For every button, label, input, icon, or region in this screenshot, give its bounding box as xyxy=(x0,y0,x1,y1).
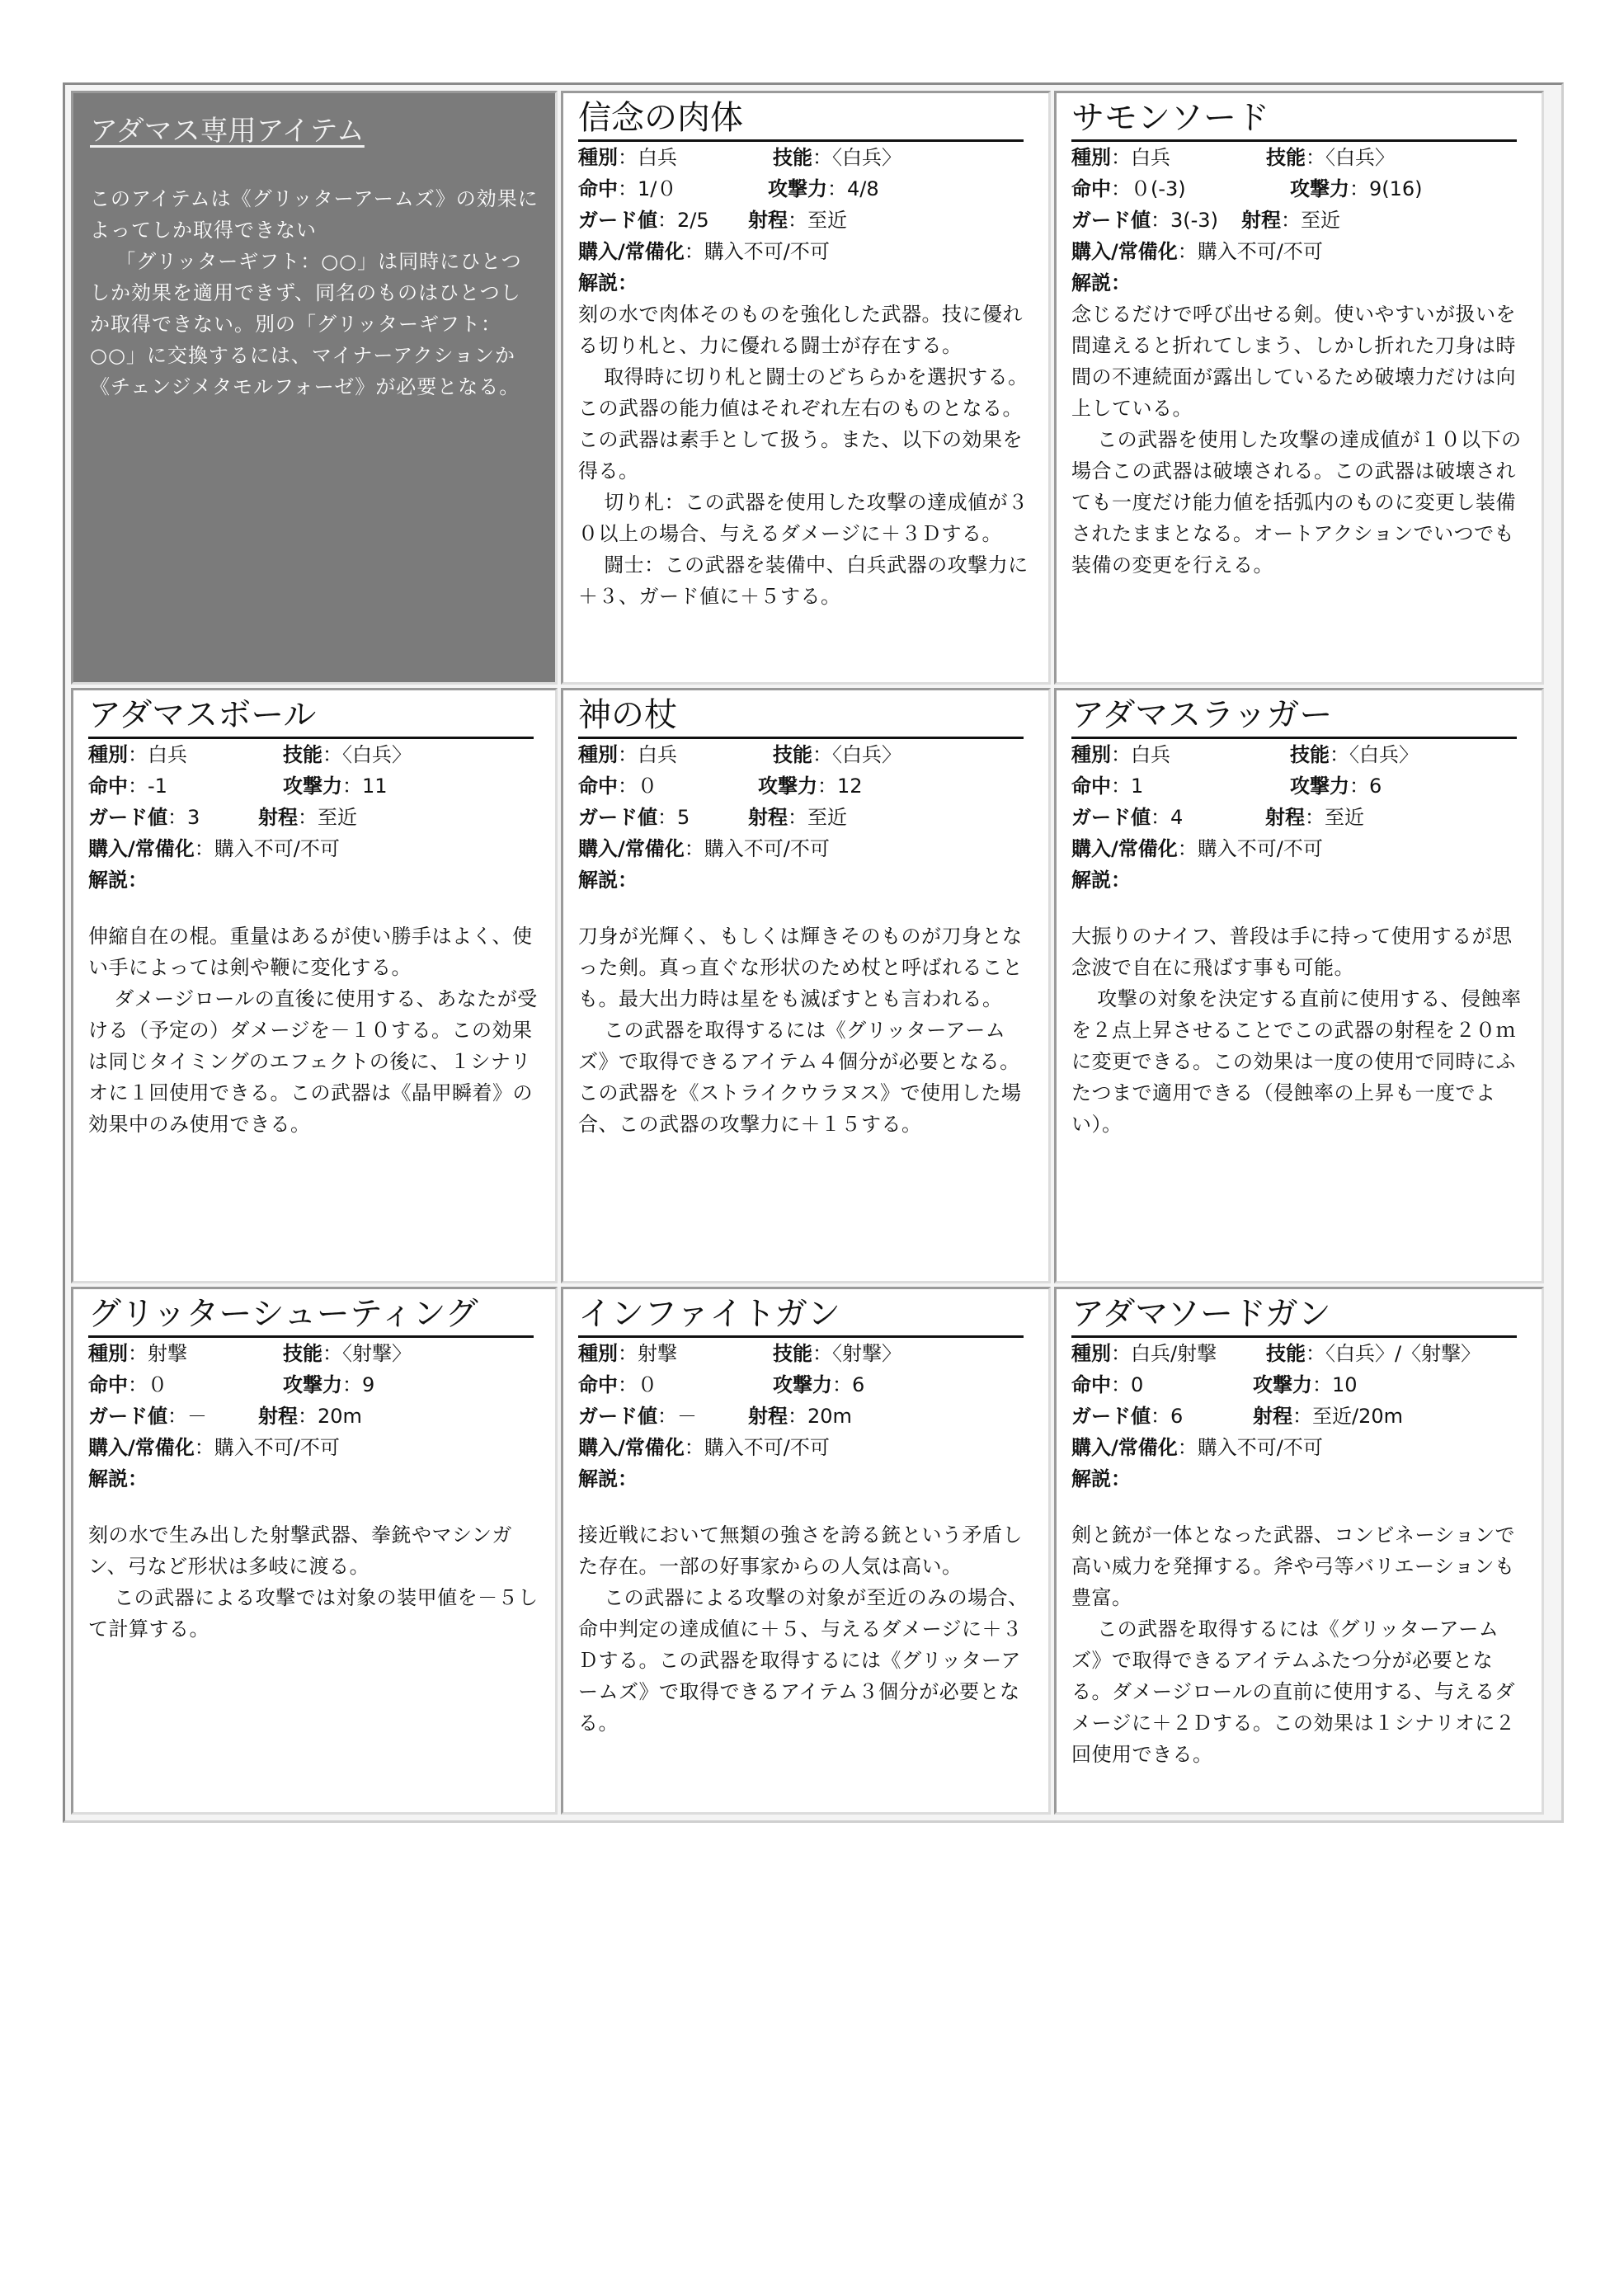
stat-row xyxy=(1071,739,1527,770)
card-title: アダマスラッガー xyxy=(1071,694,1517,739)
stat-label: 攻撃力 xyxy=(1290,775,1349,798)
description-paragraph: 伸縮自在の棍。重量はあるが使い勝手はよく、使い手によっては剣や鞭に変化する。 xyxy=(88,925,533,979)
stat-label: 命中 xyxy=(578,1373,618,1396)
stat-label: 種別 xyxy=(578,1342,618,1365)
stat-value: 〈射撃〉 xyxy=(832,1342,901,1365)
explanation-label: 解説： xyxy=(88,1467,148,1490)
stat-label: ガード値 xyxy=(88,1405,167,1428)
stat-label: 攻撃力 xyxy=(1253,1373,1312,1396)
stat-row xyxy=(578,205,1033,236)
stat-label: 技能 xyxy=(773,743,812,766)
stat-value: 1 xyxy=(1131,775,1144,798)
intro-panel xyxy=(71,91,558,685)
stat-pair xyxy=(768,173,879,205)
stat-value: 購入不可/不可 xyxy=(214,1436,340,1459)
stat-label: 射程 xyxy=(748,1405,788,1428)
stat-label: 命中 xyxy=(88,1373,128,1396)
stat-value: 〈白兵〉 xyxy=(1325,146,1395,169)
stat-value: 白兵/射撃 xyxy=(1131,1342,1217,1365)
stat-sep: ： xyxy=(1111,146,1131,169)
intro-paragraph: 「グリッターギフト：○○」は同時にひとつしか効果を適用できず、同名のものはひとつしか取得できない。別の「グリッターギフト：○○」に交換するには、マイナーアクションか《チェンジメタモルフォーゼ》が必要となる。 xyxy=(90,250,522,398)
stat-sep: ： xyxy=(684,1436,704,1459)
stat-value: 〈射撃〉 xyxy=(342,1342,412,1365)
card-title: サモンソード xyxy=(1071,97,1517,142)
weapon-card xyxy=(561,91,1051,685)
stat-sep: ： xyxy=(322,743,342,766)
stat-row xyxy=(1071,1338,1527,1369)
stat-row xyxy=(578,802,1033,833)
stat-value: 購入不可/不可 xyxy=(704,240,830,263)
stat-row xyxy=(578,1369,1033,1401)
stat-pair xyxy=(283,1369,374,1401)
stat-sep: ： xyxy=(1111,743,1131,766)
stat-pair xyxy=(1290,173,1423,205)
intro-heading: アダマス専用アイテム xyxy=(90,115,365,148)
stat-value: 〈白兵〉 xyxy=(342,743,412,766)
stat-sep: ： xyxy=(1151,1405,1170,1428)
stat-sep: ： xyxy=(1306,146,1325,169)
stat-row xyxy=(578,1432,1033,1463)
description-paragraph: 刻の水で肉体そのものを強化した武器。技に優れる切り札と、力に優れる闘士が存在する。 xyxy=(578,303,1023,357)
stat-row xyxy=(1071,1369,1527,1401)
stat-label: ガード値 xyxy=(1071,209,1151,232)
stat-label: 購入/常備化 xyxy=(578,837,685,860)
stat-sep: ： xyxy=(618,743,638,766)
stat-pair xyxy=(1241,205,1340,236)
stat-row xyxy=(88,802,540,833)
stat-value: 購入不可/不可 xyxy=(1197,240,1323,263)
weapon-card xyxy=(1054,688,1544,1283)
stat-row xyxy=(578,142,1033,173)
stat-value: 4 xyxy=(1170,806,1184,829)
stat-label: 種別 xyxy=(1071,146,1111,169)
stat-pair xyxy=(748,802,847,833)
stat-label: 種別 xyxy=(88,1342,128,1365)
stat-sep: ： xyxy=(618,1373,638,1396)
stat-sep: ： xyxy=(812,146,832,169)
stat-value: 20m xyxy=(318,1405,362,1428)
stat-pair xyxy=(258,1401,362,1432)
description-paragraph: この武器を取得するには《グリッターアームズ》で取得できるアイテムふたつ分が必要となる。ダメージロールの直前に使用する、与えるダメージに＋２Ｄする。この効果は１シナリオに２回使用できる。 xyxy=(1071,1617,1516,1766)
stat-row xyxy=(1071,833,1527,864)
stat-label: 射程 xyxy=(1241,209,1281,232)
stat-value: ０(-3) xyxy=(1131,177,1186,200)
stat-label: 技能 xyxy=(1290,743,1330,766)
stat-label: 技能 xyxy=(1266,146,1306,169)
stat-value: － xyxy=(677,1405,697,1428)
stat-sep: ： xyxy=(1349,775,1369,798)
stat-value: 購入不可/不可 xyxy=(214,837,340,860)
stat-label: 攻撃力 xyxy=(283,1373,342,1396)
stat-value: 3(-3) xyxy=(1170,209,1218,232)
explanation-label: 解説： xyxy=(1071,271,1131,294)
stat-label: 射程 xyxy=(258,1405,298,1428)
stat-value: 11 xyxy=(362,775,388,798)
description-paragraph: この武器による攻撃では対象の装甲値を－５して計算する。 xyxy=(88,1586,539,1641)
stat-sep: ： xyxy=(167,806,187,829)
stat-label: 購入/常備化 xyxy=(578,1436,685,1459)
stat-pair xyxy=(758,770,863,802)
stat-pair xyxy=(1290,770,1382,802)
stat-label: 技能 xyxy=(283,1342,322,1365)
stat-row xyxy=(88,1369,540,1401)
stat-sep: ： xyxy=(827,177,847,200)
explanation-label: 解説： xyxy=(1071,1467,1131,1490)
stat-value: 購入不可/不可 xyxy=(1197,1436,1323,1459)
stat-label: 技能 xyxy=(773,1342,812,1365)
stat-value: ０ xyxy=(638,1373,657,1396)
stat-value: 6 xyxy=(1369,775,1382,798)
stat-value: 1/０ xyxy=(638,177,677,200)
stat-pair xyxy=(773,739,901,770)
stat-sep: ： xyxy=(1281,209,1301,232)
stat-row xyxy=(88,770,540,802)
stat-label: 種別 xyxy=(1071,1342,1111,1365)
stat-value: 5 xyxy=(677,806,690,829)
description-paragraph: 剣と銃が一体となった武器、コンビネーションで高い威力を発揮する。斧や弓等バリエーションも豊富。 xyxy=(1071,1523,1516,1609)
stat-label: 命中 xyxy=(578,775,618,798)
stat-value: 2/5 xyxy=(677,209,709,232)
description-paragraph: 接近戦において無類の強さを誇る銃という矛盾した存在。一部の好事家からの人気は高い。 xyxy=(578,1523,1023,1578)
stat-label: 技能 xyxy=(283,743,322,766)
stat-label: 種別 xyxy=(88,743,128,766)
stat-sep: ： xyxy=(342,1373,362,1396)
weapon-card xyxy=(1054,91,1544,685)
stat-sep: ： xyxy=(657,209,677,232)
stat-sep: ： xyxy=(342,775,362,798)
stat-label: 種別 xyxy=(578,743,618,766)
stat-sep: ： xyxy=(618,177,638,200)
description-paragraph: 攻撃の対象を決定する直前に使用する、侵蝕率を２点上昇させることでこの武器の射程を２０ｍに変更できる。この効果は一度の使用で同時にふたつまで適用できる（侵蝕率の上昇も一度でよい）。 xyxy=(1071,987,1522,1136)
stat-sep: ： xyxy=(1151,806,1170,829)
stat-row xyxy=(578,1338,1033,1369)
explanation-label: 解説： xyxy=(1071,869,1131,892)
description-paragraph: 刀身が光輝く、もしくは輝きそのものが刀身となった剣。真っ直ぐな形状のため杖と呼ばれることも。最大出力時は星をも滅ぼすとも言われる。 xyxy=(578,925,1023,1010)
stat-sep: ： xyxy=(194,837,214,860)
description-paragraph: 取得時に切り札と闘士のどちらかを選択する。この武器の能力値はそれぞれ左右のものとなる。この武器は素手として扱う。また、以下の効果を得る。 xyxy=(578,365,1029,483)
stat-row xyxy=(1071,1432,1527,1463)
stat-sep: ： xyxy=(684,837,704,860)
stat-pair xyxy=(283,770,388,802)
stat-label: 射程 xyxy=(1265,806,1305,829)
description-paragraph: この武器による攻撃の対象が至近のみの場合、命中判定の達成値に＋５、与えるダメージに＋３Ｄする。この武器を取得するには《グリッターアームズ》で取得できるアイテム３個分が必要となる。 xyxy=(578,1586,1029,1735)
explanation-label: 解説： xyxy=(578,869,638,892)
explanation-label: 解説： xyxy=(578,271,638,294)
stat-label: 命中 xyxy=(1071,775,1111,798)
stat-label: 攻撃力 xyxy=(758,775,817,798)
stat-row xyxy=(88,739,540,770)
stat-sep: ： xyxy=(817,775,837,798)
stat-value: 9 xyxy=(362,1373,375,1396)
stat-label: 命中 xyxy=(578,177,618,200)
stat-sep: ： xyxy=(1177,240,1198,263)
card-title: 信念の肉体 xyxy=(578,97,1024,142)
stat-row xyxy=(578,833,1033,864)
weapon-card xyxy=(561,1287,1051,1815)
stat-sep: ： xyxy=(788,1405,807,1428)
stat-row xyxy=(1071,1401,1527,1432)
stat-sep: ： xyxy=(684,240,704,263)
stat-label: ガード値 xyxy=(578,1405,657,1428)
stat-label: 購入/常備化 xyxy=(1071,1436,1178,1459)
stat-sep: ： xyxy=(298,1405,318,1428)
stat-pair xyxy=(748,1401,852,1432)
stat-value: 購入不可/不可 xyxy=(1197,837,1323,860)
stat-sep: ： xyxy=(1111,177,1131,200)
stat-sep: ： xyxy=(1111,775,1131,798)
stat-label: 命中 xyxy=(1071,177,1111,200)
stat-row xyxy=(88,1338,540,1369)
stat-sep: ： xyxy=(194,1436,214,1459)
stat-pair xyxy=(1265,802,1364,833)
card-title: 神の杖 xyxy=(578,694,1024,739)
stat-row xyxy=(578,236,1033,267)
stat-row xyxy=(578,173,1033,205)
card-title: グリッターシューティング xyxy=(88,1292,534,1338)
stat-label: 購入/常備化 xyxy=(1071,240,1178,263)
stat-value: 〈白兵〉/〈射撃〉 xyxy=(1325,1342,1481,1365)
stat-label: 購入/常備化 xyxy=(1071,837,1178,860)
stat-sep: ： xyxy=(128,775,148,798)
stat-label: 射程 xyxy=(258,806,298,829)
description-paragraph: 刻の水で生み出した射撃武器、拳銃やマシンガン、弓など形状は多岐に渡る。 xyxy=(88,1523,512,1578)
stat-pair xyxy=(1290,739,1419,770)
stat-pair xyxy=(773,142,901,173)
stat-row xyxy=(578,770,1033,802)
weapon-card xyxy=(561,688,1051,1283)
stat-value: 至近 xyxy=(1301,209,1340,232)
stat-sep: ： xyxy=(812,1342,832,1365)
stat-label: ガード値 xyxy=(1071,1405,1151,1428)
stat-value: ０ xyxy=(638,775,657,798)
stat-value: 12 xyxy=(837,775,863,798)
stat-value: 6 xyxy=(1170,1405,1184,1428)
stat-sep: ： xyxy=(128,1373,148,1396)
stat-sep: ： xyxy=(1177,1436,1198,1459)
stat-value: 白兵 xyxy=(638,743,677,766)
stat-value: 4/8 xyxy=(847,177,879,200)
stat-label: 種別 xyxy=(1071,743,1111,766)
stat-sep: ： xyxy=(788,209,807,232)
stat-value: 射撃 xyxy=(638,1342,677,1365)
card-title: アダマスボール xyxy=(88,694,534,739)
item-sheet xyxy=(63,82,1564,1823)
stat-pair xyxy=(1266,1338,1480,1369)
stat-row xyxy=(1071,802,1527,833)
stat-value: -1 xyxy=(148,775,167,798)
stat-row xyxy=(578,739,1033,770)
stat-row xyxy=(1071,205,1527,236)
stat-value: 〈白兵〉 xyxy=(832,146,901,169)
stat-label: 命中 xyxy=(88,775,128,798)
stat-pair xyxy=(283,739,412,770)
stat-sep: ： xyxy=(812,743,832,766)
stat-sep: ： xyxy=(1305,806,1325,829)
stat-row xyxy=(1071,173,1527,205)
stat-sep: ： xyxy=(1151,209,1170,232)
stat-value: 20m xyxy=(807,1405,852,1428)
stat-value: 射撃 xyxy=(148,1342,187,1365)
stat-label: 購入/常備化 xyxy=(88,1436,195,1459)
stat-value: 白兵 xyxy=(638,146,677,169)
description-paragraph: この武器を使用した攻撃の達成値が１０以下の場合この武器は破壊される。この武器は破壊されても一度だけ能力値を括弧内のものに変更し装備されたままとなる。オートアクションでいつでも装備の変更を行える。 xyxy=(1071,428,1522,577)
stat-value: 白兵 xyxy=(148,743,187,766)
stat-row xyxy=(88,833,540,864)
description-paragraph: この武器を取得するには《グリッターアームズ》で取得できるアイテム４個分が必要となる。この武器を《ストライクウラヌス》で使用した場合、この武器の攻撃力に＋１５する。 xyxy=(578,1019,1022,1136)
weapon-card xyxy=(71,1287,558,1815)
stat-value: 至近 xyxy=(318,806,357,829)
stat-value: 3 xyxy=(187,806,200,829)
stat-sep: ： xyxy=(1312,1373,1332,1396)
intro-paragraph: このアイテムは《グリッターアームズ》の効果によってしか取得できない xyxy=(90,187,539,242)
description-paragraph: ダメージロールの直後に使用する、あなたが受ける（予定の）ダメージを－１０する。この効果は同じタイミングのエフェクトの後に、１シナリオに１回使用できる。この武器は《晶甲瞬着》の効果中のみ使用できる。 xyxy=(88,987,538,1136)
stat-value: 〈白兵〉 xyxy=(832,743,901,766)
stat-value: 0 xyxy=(1131,1373,1144,1396)
stat-label: 購入/常備化 xyxy=(88,837,195,860)
stat-sep: ： xyxy=(1306,1342,1325,1365)
stat-sep: ： xyxy=(618,775,638,798)
stat-sep: ： xyxy=(657,806,677,829)
stat-sep: ： xyxy=(1330,743,1349,766)
stat-label: 攻撃力 xyxy=(768,177,827,200)
stat-sep: ： xyxy=(832,1373,852,1396)
stat-sep: ： xyxy=(298,806,318,829)
stat-pair xyxy=(773,1369,864,1401)
stat-pair xyxy=(1266,142,1395,173)
explanation-label: 解説： xyxy=(88,869,148,892)
stat-value: 白兵 xyxy=(1131,146,1170,169)
stat-value: 〈白兵〉 xyxy=(1349,743,1419,766)
stat-value: 購入不可/不可 xyxy=(704,837,830,860)
stat-label: 技能 xyxy=(773,146,812,169)
stat-pair xyxy=(258,802,357,833)
stat-sep: ： xyxy=(1349,177,1369,200)
stat-sep: ： xyxy=(322,1342,342,1365)
stat-value: ０ xyxy=(148,1373,167,1396)
stat-sep: ： xyxy=(1111,1373,1131,1396)
stat-sep: ： xyxy=(167,1405,187,1428)
stat-label: 攻撃力 xyxy=(1290,177,1349,200)
stat-sep: ： xyxy=(618,146,638,169)
stat-value: － xyxy=(187,1405,207,1428)
stat-label: 攻撃力 xyxy=(773,1373,832,1396)
stat-value: 10 xyxy=(1332,1373,1358,1396)
stat-label: 射程 xyxy=(748,806,788,829)
description-paragraph: 切り札：この武器を使用した攻撃の達成値が３０以上の場合、与えるダメージに＋３Ｄする。 xyxy=(578,491,1029,545)
stat-label: 命中 xyxy=(1071,1373,1111,1396)
stat-pair xyxy=(748,205,847,236)
stat-row xyxy=(1071,142,1527,173)
stat-pair xyxy=(1253,1369,1358,1401)
weapon-card xyxy=(71,688,558,1283)
stat-row xyxy=(88,1432,540,1463)
stat-value: 至近 xyxy=(807,806,847,829)
weapon-card xyxy=(1054,1287,1544,1815)
stat-label: 射程 xyxy=(748,209,788,232)
description-paragraph: 闘士：この武器を装備中、白兵武器の攻撃力に＋３、ガード値に＋５する。 xyxy=(578,553,1029,608)
stat-value: 購入不可/不可 xyxy=(704,1436,830,1459)
stat-label: 種別 xyxy=(578,146,618,169)
stat-sep: ： xyxy=(128,1342,148,1365)
description-paragraph: 大振りのナイフ、普段は手に持って使用するが思念波で自在に飛ばす事も可能。 xyxy=(1071,925,1513,979)
stat-pair xyxy=(773,1338,901,1369)
stat-value: 6 xyxy=(852,1373,865,1396)
stat-label: ガード値 xyxy=(578,806,657,829)
card-title: インファイトガン xyxy=(578,1292,1024,1338)
stat-sep: ： xyxy=(1292,1405,1312,1428)
stat-row xyxy=(1071,236,1527,267)
stat-sep: ： xyxy=(1177,837,1198,860)
stat-label: ガード値 xyxy=(1071,806,1151,829)
stat-value: 至近 xyxy=(807,209,847,232)
stat-label: 購入/常備化 xyxy=(578,240,685,263)
stat-pair xyxy=(283,1338,412,1369)
stat-sep: ： xyxy=(788,806,807,829)
stat-label: ガード値 xyxy=(578,209,657,232)
stat-sep: ： xyxy=(128,743,148,766)
stat-row xyxy=(88,1401,540,1432)
stat-row xyxy=(578,1401,1033,1432)
stat-label: 攻撃力 xyxy=(283,775,342,798)
stat-sep: ： xyxy=(1111,1342,1131,1365)
stat-label: ガード値 xyxy=(88,806,167,829)
card-title: アダマソードガン xyxy=(1071,1292,1517,1338)
stat-pair xyxy=(1253,1401,1403,1432)
stat-value: 9(16) xyxy=(1369,177,1423,200)
stat-sep: ： xyxy=(618,1342,638,1365)
description-paragraph: 念じるだけで呼び出せる剣。使いやすいが扱いを間違えると折れてしまう、しかし折れた刀身は時間の不連続面が露出しているため破壊力だけは向上している。 xyxy=(1071,303,1516,420)
stat-sep: ： xyxy=(657,1405,677,1428)
stat-value: 白兵 xyxy=(1131,743,1170,766)
stat-row xyxy=(1071,770,1527,802)
stat-value: 至近/20m xyxy=(1312,1405,1404,1428)
stat-value: 至近 xyxy=(1325,806,1364,829)
stat-label: 射程 xyxy=(1253,1405,1292,1428)
stat-label: 技能 xyxy=(1266,1342,1306,1365)
explanation-label: 解説： xyxy=(578,1467,638,1490)
